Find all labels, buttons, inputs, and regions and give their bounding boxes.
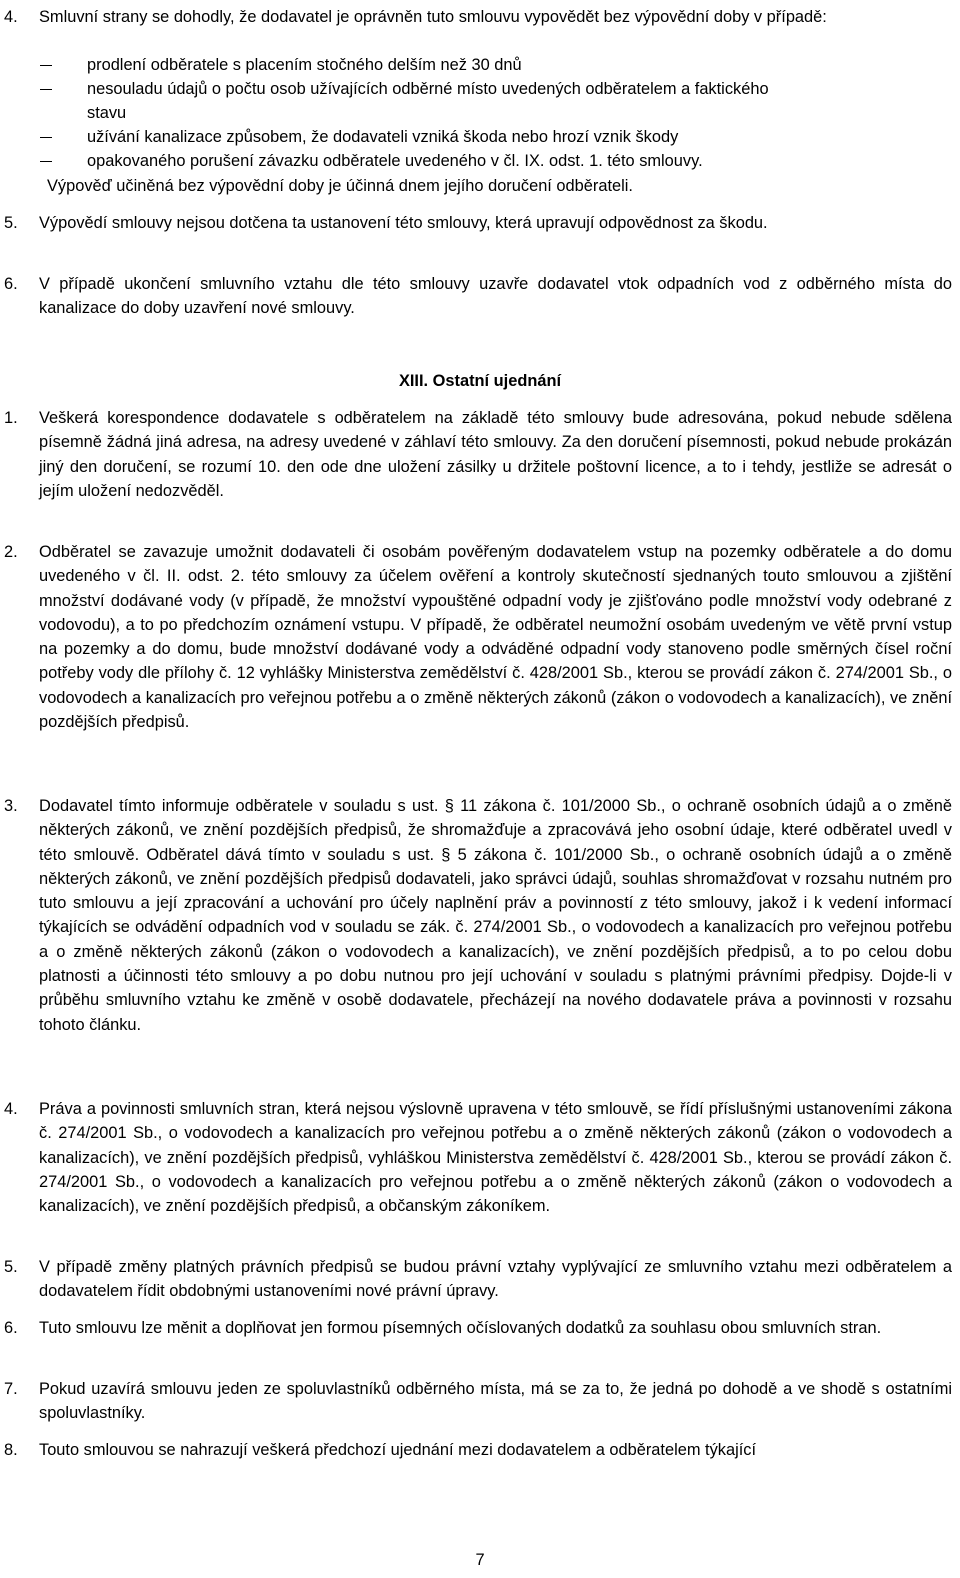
dash-item: nesouladu údajů o počtu osob užívajících odběrné místo uvedených odběratelem a faktického — [87, 80, 769, 98]
paragraph-number: 5. — [4, 214, 18, 232]
article-number: 1. — [4, 409, 18, 427]
paragraph-text: V případě ukončení smluvního vztahu dle této smlouvy uzavře dodavatel vtok odpadních vod z odběrného místa do kanalizace do doby uzavření nové smlouvy. — [39, 275, 952, 318]
article-number: 7. — [4, 1380, 18, 1398]
page-number: 7 — [475, 1551, 485, 1569]
paragraph-number: 6. — [4, 275, 18, 293]
article-text: Práva a povinnosti smluvních stran, která nejsou výslovně upravena v této smlouvě, se řídí příslušnými ustanoveními zákona č. 274/2001 Sb., o vodovodech a kanalizacích pro veřejnou potřebu a o změně některých zákonů (zákon o vodovodech a kanalizacích), ve znění pozdějších předpisů, vyhláškou Ministerstva zemědělství č. 428/2001 Sb., kterou se provádí zákon č. 274/2001 Sb., o vodovodech a kanalizacích pro veřejnou potřebu a o změně některých zákonů (zákon o vodovodech a kanalizacích), ve znění pozdějších předpisů, a občanským zákoníkem. — [39, 1100, 952, 1216]
dash-item: prodlení odběratele s placením stočného delším než 30 dnů — [87, 56, 522, 74]
article-number: 6. — [4, 1319, 18, 1337]
dash-item: opakovaného porušení závazku odběratele uvedeného v čl. IX. odst. 1. této smlouvy. — [87, 152, 703, 170]
dash-bullet — [40, 89, 52, 90]
article-text: Odběratel se zavazuje umožnit dodavateli či osobám pověřeným dodavatelem vstup na pozemky odběratele a do domu uvedeného v čl. II. odst. 2. této smlouvy za účelem ověření a kontroly skutečností sjednaných touto smlouvou a zjištění množství dodávané vody (v případě, že množství vypouštěné odpadní vody je zjišťováno podle množství vody odebrané z vodovodu), a to po předchozím oznámení vstupu. V případě, že odběratel neumožní osobám uvedeným ve větě první vstup na pozemky a do domu, bude množství dodávané vody a odváděné odpadní vody stanoveno podle směrných čísel roční potřeby vody dle přílohy č. 12 vyhlášky Ministerstva zemědělství č. 428/2001 Sb., kterou se provádí zákon č. 274/2001 Sb., o vodovodech a kanalizacích pro veřejnou potřebu a o změně některých zákonů (zákon o vodovodech a kanalizacích), ve znění pozdějších předpisů. — [39, 543, 952, 732]
article-number: 8. — [4, 1441, 18, 1459]
article-text: V případě změny platných právních předpisů se budou právní vztahy vyplývající ze smluvního vztahu mezi odběratelem a dodavatelem řídit obdobnými ustanoveními nové právní úpravy. — [39, 1258, 952, 1301]
paragraph-number: 4. — [4, 8, 18, 26]
article-text: Tuto smlouvu lze měnit a doplňovat jen formou písemných očíslovaných dodatků za souhlasu obou smluvních stran. — [39, 1319, 882, 1337]
paragraph-intro: Smluvní strany se dohodly, že dodavatel je oprávněn tuto smlouvu vypovědět bez výpovědní doby v případě: — [39, 8, 827, 26]
dash-item-continuation: stavu — [87, 104, 127, 122]
article-text: Pokud uzavírá smlouvu jeden ze spoluvlastníků odběrného místa, má se za to, že jedná po dohodě a ve shodě s ostatními spoluvlastníky. — [39, 1380, 952, 1423]
dash-item: užívání kanalizace způsobem, že dodavateli vzniká škoda nebo hrozí vznik škody — [87, 128, 679, 146]
article-number: 5. — [4, 1258, 18, 1276]
paragraph-4-closing: Výpověď učiněná bez výpovědní doby je účinná dnem jejího doručení odběrateli. — [47, 177, 633, 195]
article-number: 4. — [4, 1100, 18, 1118]
dash-bullet — [40, 161, 52, 162]
article-number: 3. — [4, 797, 18, 815]
dash-bullet — [40, 65, 52, 66]
article-text: Touto smlouvou se nahrazují veškerá předchozí ujednání mezi dodavatelem a odběratelem týkající — [39, 1441, 757, 1459]
dash-bullet — [40, 137, 52, 138]
paragraph-text: Výpovědí smlouvy nejsou dotčena ta ustanovení této smlouvy, která upravují odpovědnost za škodu. — [39, 214, 768, 232]
section-heading: XIII. Ostatní ujednání — [398, 372, 562, 390]
article-text: Veškerá korespondence dodavatele s odběratelem na základě této smlouvy bude adresována, pokud nebude sdělena písemně žádná jiná adresa, na adresy uvedené v záhlaví této smlouvy. Za den doručení písemnosti, pokud nebude prokázán jiný den doručení, se rozumí 10. den ode dne uložení zásilky u držitele poštovní licence, a to i tehdy, jestliže se adresát o jejím uložení nedozvěděl. — [39, 409, 952, 500]
article-text: Dodavatel tímto informuje odběratele v souladu s ust. § 11 zákona č. 101/2000 Sb., o ochraně osobních údajů a o změně některých zákonů, ve znění pozdějších předpisů, že shromažďuje a zpracovává jeho osobní údaje, které odběratel uvedl v této smlouvě. Odběratel dává tímto v souladu s ust. § 5 zákona č. 101/2000 Sb., o ochraně osobních údajů a o změně některých zákonů, ve znění pozdějších předpisů dodavateli, jako správci údajů, souhlas shromažďovat v rozsahu nutném pro tuto smlouvu a její zpracování a uchování pro účely naplnění práv a povinností z této smlouvy, jakož i k vedení informací týkajících se odvádění odpadních vod v souladu se zák. č. 274/2001 Sb., o vodovodech a kanalizacích pro veřejnou potřebu a o změně některých zákonů (zákon o vodovodech a kanalizacích), ve znění pozdějších předpisů, a to po celou dobu platnosti a účinnosti této smlouvy a po dobu nutnou pro její uchování v souladu s platnými právními předpisy. Dojde-li v průběhu smluvního vztahu ke změně v osobě dodavatele, přecházejí na nového dodavatele práva a povinnosti v rozsahu tohoto článku. — [39, 797, 952, 1034]
article-number: 2. — [4, 543, 18, 561]
